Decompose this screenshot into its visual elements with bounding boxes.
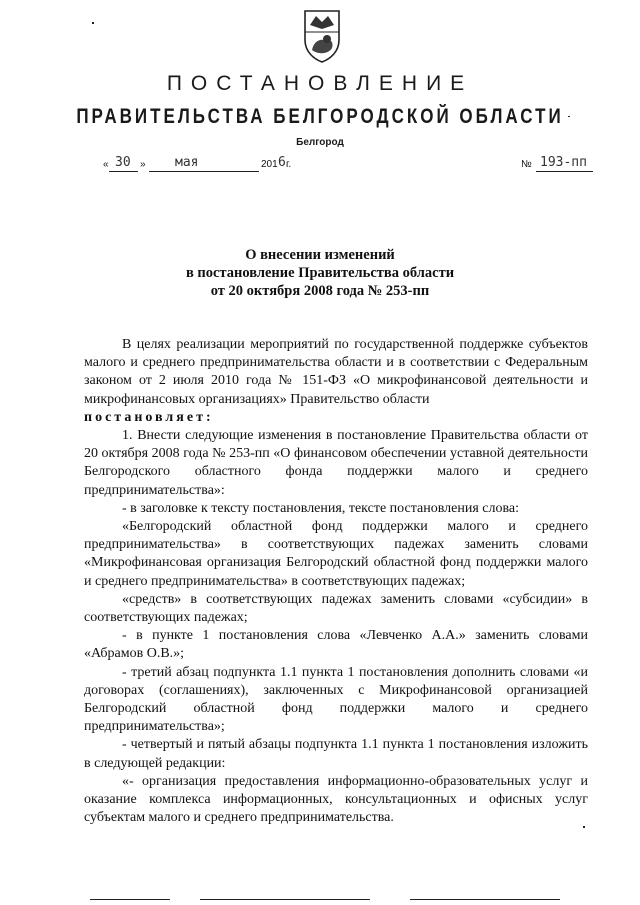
city-name: Белгород [296, 137, 344, 148]
heading-line-2: в постановление Правительства области [185, 265, 455, 281]
heading-line-1: О внесении изменений [245, 247, 395, 263]
document-type-title: ПОСТАНОВЛЕНИЕ [166, 72, 474, 95]
quote-close: » [140, 159, 146, 170]
date-month: мая [175, 155, 199, 170]
date-year-mark: г. [286, 159, 292, 170]
date-year-prefix: 201 [261, 159, 278, 170]
date-day: 30 [115, 155, 131, 170]
scan-speck [583, 826, 585, 828]
paragraph-fund-rename: «Белгородский областной фонд поддержки малого и среднего предпринимательства» в соответствующих падежах заменить словами «Микрофинансовая организация Белгородский областной фонд поддержки малого и среднего предпринимательства» в соответствующих падежах; [84, 519, 588, 589]
coat-of-arms-icon [302, 8, 342, 64]
paragraph-fourth-fifth-clause: - четвертый и пятый абзацы подпункта 1.1 пункта 1 постановления изложить в следующей редакции: [84, 737, 588, 771]
scan-edge-line [410, 899, 560, 900]
heading-line-3: от 20 октября 2008 года № 253-пп [210, 283, 430, 299]
scan-edge-line [200, 899, 370, 900]
paragraph-title-change: - в заголовке к тексту постановления, тексте постановления слова: [122, 500, 519, 516]
paragraph-preamble: В целях реализации мероприятий по государственной поддержке субъектов малого и среднего предпринимательства области и в соответствии с Федеральным законом от 2 июля 2010 года № 151-ФЗ «О микрофинансовой деятельности и микрофинансовых организациях» Правительство области [84, 337, 588, 407]
scan-speck [92, 22, 94, 24]
document-number: 193-пп [540, 155, 587, 170]
paragraph-person-rename: - в пункте 1 постановления слова «Левченко А.А.» заменить словами «Абрамов О.В.»; [84, 628, 588, 662]
paragraph-new-wording: «- организация предоставления информационно-образовательных услуг и оказание комплекса информационных, консультационных и офисных услуг субъектам малого и среднего предпринимательства. [84, 773, 588, 826]
number-label: № [521, 159, 532, 170]
scan-edge-line [90, 899, 170, 900]
paragraph-item-1: 1. Внести следующие изменения в постановление Правительства области от 20 октября 2008 года № 253-пп «О финансовом обеспечении уставной деятельности Белгородского областного фонда поддержки малого и среднего предпринимательства»: [84, 428, 588, 498]
paragraph-subsidy-rename: «средств» в соответствующих падежах заменить словами «субсидии» в соответствующих падежах; [84, 591, 588, 626]
paragraph-third-clause: - третий абзац подпункта 1.1 пункта 1 постановления дополнить словами «и договорах (соглашениях), заключенных с Микрофинансовой организацией Белгородский областной фонд поддержки малого и среднего предпринимательства»; [84, 664, 588, 735]
issuing-authority: ПРАВИТЕЛЬСТВА БЕЛГОРОДСКОЙ ОБЛАСТИ [76, 104, 564, 128]
date-year-suffix: 6 [278, 155, 286, 170]
scan-speck [568, 116, 570, 117]
quote-open: « [103, 159, 109, 170]
document-heading [0, 246, 640, 300]
document-body [84, 336, 588, 827]
date-number-row [103, 155, 593, 175]
decree-word: постановляет: [84, 409, 214, 425]
